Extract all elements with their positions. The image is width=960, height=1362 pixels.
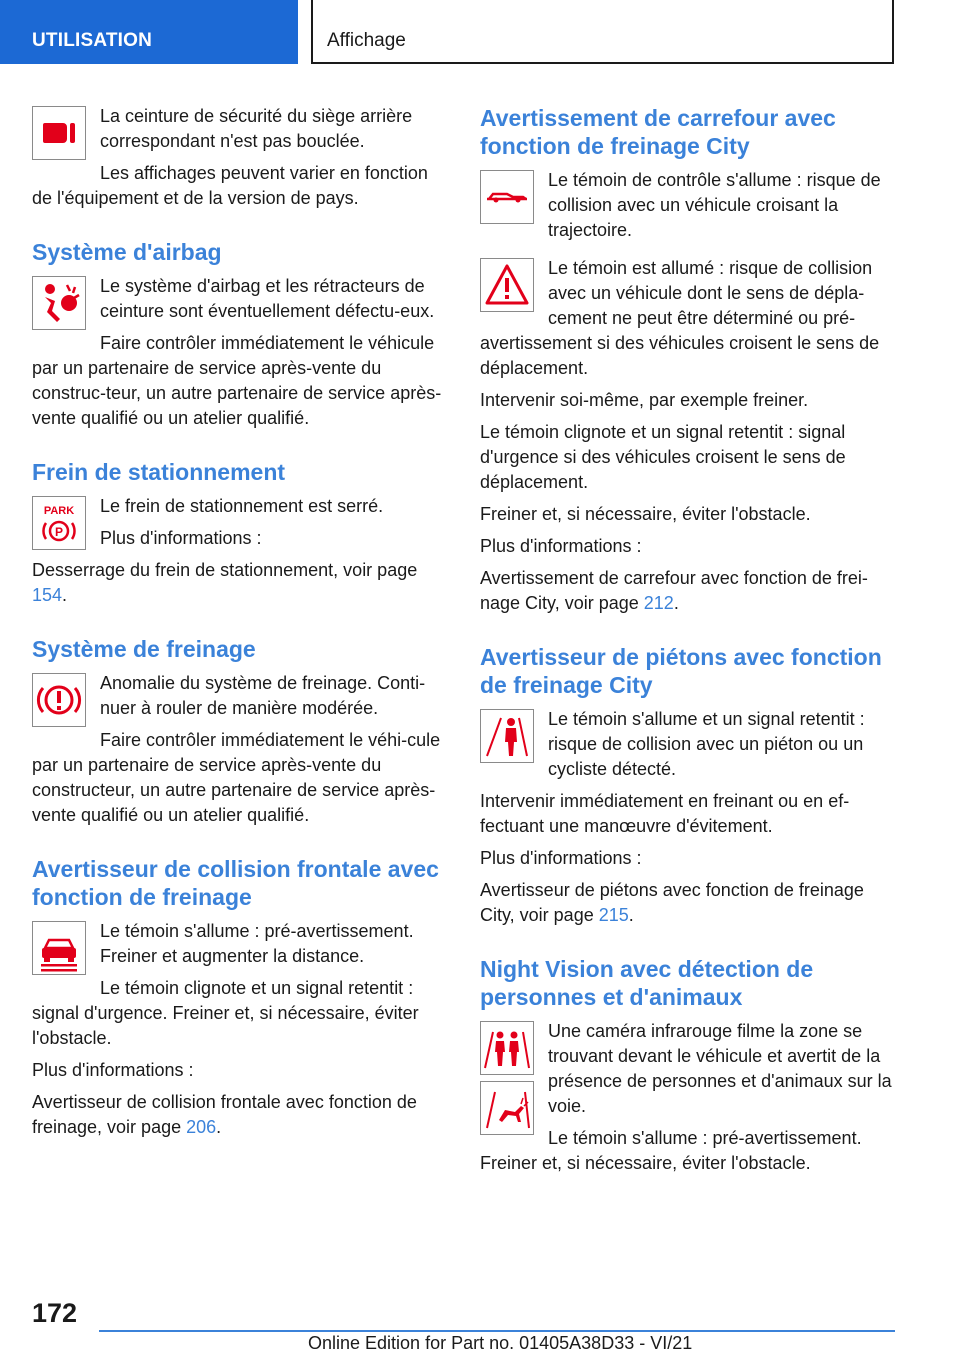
collision-text-3: Plus d'informations : bbox=[32, 1060, 194, 1080]
night-text-1: Une caméra infrarouge filme la zone se trouvant devant le véhicule et avertit de la présence de personnes et d'animaux sur la voie. bbox=[548, 1021, 892, 1116]
seatbelt-text-1: La ceinture de sécurité du siège arrière correspondant n'est pas bouclée. bbox=[100, 106, 413, 151]
footer-rule bbox=[99, 1330, 895, 1332]
header-section-tab bbox=[0, 0, 298, 64]
park-icon-label: PARK bbox=[43, 505, 75, 517]
pedestrian-icon bbox=[480, 709, 534, 763]
brake-text-1: Anomalie du système de freinage. Conti‐nuer à rouler de manière modérée. bbox=[100, 673, 426, 718]
pedestrian-link-end: . bbox=[628, 905, 634, 925]
brake-system-icon bbox=[32, 673, 86, 727]
pedestrian-link-prefix: Avertisseur de piétons avec fonction de freinage City, voir page bbox=[480, 880, 864, 925]
park-heading: Frein de stationnement bbox=[32, 459, 286, 485]
pedestrian-text-4 bbox=[480, 878, 894, 928]
crossing-text-7 bbox=[480, 566, 894, 616]
header-topic: Affichage bbox=[327, 30, 406, 51]
park-link-prefix: Desserrage du frein de stationnement, voir page bbox=[32, 560, 418, 580]
page-number: 172 bbox=[32, 1298, 78, 1328]
collision-text-1: Le témoin s'allume : pré-avertissement. Freiner et augmenter la distance. bbox=[100, 921, 414, 966]
crossing-car-icon bbox=[480, 170, 534, 224]
brake-block bbox=[32, 671, 446, 835]
crossing-heading: Avertissement de carrefour avec fonction de freinage City bbox=[480, 105, 836, 159]
crossing-block-2 bbox=[480, 256, 894, 623]
park-block bbox=[32, 494, 446, 615]
crossing-link-prefix: Avertissement de carrefour avec fonction de frei‐nage City, voir page bbox=[480, 568, 868, 613]
svg-text:P: P bbox=[54, 525, 64, 539]
park-link-end: . bbox=[62, 585, 68, 605]
brake-text-2: Faire contrôler immédiatement le véhi‐cule par un partenaire de service après-vente du constructeur, un autre partenaire de service après-vente qualifié ou un atelier qualifié. bbox=[32, 730, 441, 825]
collision-heading: Avertisseur de collision frontale avec fonction de freinage bbox=[32, 856, 439, 910]
brake-heading: Système de freinage bbox=[32, 636, 256, 662]
collision-text-4 bbox=[32, 1090, 446, 1140]
park-text-2: Plus d'informations : bbox=[100, 528, 262, 548]
collision-link-prefix: Avertisseur de collision frontale avec fonction de freinage, voir page bbox=[32, 1092, 417, 1137]
collision-link-end: . bbox=[216, 1117, 222, 1137]
park-page-link[interactable]: 154 bbox=[32, 585, 63, 605]
crossing-link-end: . bbox=[673, 593, 679, 613]
crossing-page-link[interactable]: 212 bbox=[643, 593, 674, 613]
collision-text-2: Le témoin clignote et un signal retentit : signal d'urgence. Freiner et, si nécessaire, éviter l'obstacle. bbox=[32, 978, 419, 1048]
night-heading: Night Vision avec détection de personnes et d'animaux bbox=[480, 956, 814, 1010]
seatbelt-block bbox=[32, 104, 446, 218]
collision-page-link[interactable]: 206 bbox=[186, 1117, 217, 1137]
crossing-block-1 bbox=[480, 168, 894, 250]
pedestrian-text-1: Le témoin s'allume et un signal retentit : risque de collision avec un piéton ou un cycliste détecté. bbox=[548, 709, 865, 779]
crossing-text-6: Plus d'informations : bbox=[480, 536, 642, 556]
persons-icon bbox=[480, 1021, 534, 1075]
crossing-text-1: Le témoin de contrôle s'allume : risque de collision avec un véhicule croisant la trajectoire. bbox=[548, 170, 881, 240]
header-section: UTILISATION bbox=[32, 30, 153, 51]
airbag-icon bbox=[32, 276, 86, 330]
park-brake-icon bbox=[32, 496, 86, 550]
crossing-text-2: Le témoin est allumé : risque de collision avec un véhicule dont le sens de dépla‐cement ne peut être déterminé ou pré‐avertissement si des véhicules croisent le sens de déplacement. bbox=[480, 258, 880, 378]
airbag-text-2: Faire contrôler immédiatement le véhicule par un partenaire de service après-vente du construc‐teur, un autre partenaire de service après-vente qualifié ou un atelier qualifié. bbox=[32, 333, 442, 428]
seatbelt-rear-icon bbox=[32, 106, 86, 160]
airbag-block bbox=[32, 274, 446, 438]
airbag-heading: Système d'airbag bbox=[32, 239, 222, 265]
night-block bbox=[480, 1019, 894, 1183]
animal-icon bbox=[480, 1081, 534, 1135]
pedestrian-text-2: Intervenir immédiatement en freinant ou en ef‐fectuant une manœuvre d'évitement. bbox=[480, 791, 850, 836]
pedestrian-block bbox=[480, 707, 894, 935]
night-text-2: Le témoin s'allume : pré-avertissement. Freiner et, si nécessaire, éviter l'obstacle. bbox=[480, 1128, 862, 1173]
crossing-text-3: Intervenir soi-même, par exemple freiner. bbox=[480, 390, 809, 410]
left-column bbox=[32, 104, 446, 1147]
footer-edition: Online Edition for Part no. 01405A38D33 - VI/21 bbox=[308, 1333, 693, 1353]
warning-triangle-icon bbox=[480, 258, 534, 312]
seatbelt-text-2: Les affichages peuvent varier en fonction de l'équipement et de la version de pays. bbox=[32, 163, 428, 208]
collision-block bbox=[32, 919, 446, 1147]
right-column bbox=[480, 104, 894, 1183]
front-collision-icon bbox=[32, 921, 86, 975]
header-topic-box bbox=[311, 0, 894, 64]
park-text-3 bbox=[32, 558, 446, 608]
pedestrian-page-link[interactable]: 215 bbox=[598, 905, 629, 925]
pedestrian-text-3: Plus d'informations : bbox=[480, 848, 642, 868]
crossing-text-4: Le témoin clignote et un signal retentit : signal d'urgence si des véhicules croisent le sens de déplacement. bbox=[480, 422, 846, 492]
airbag-text-1: Le système d'airbag et les rétracteurs de ceinture sont éventuellement défectu‐eux. bbox=[100, 276, 435, 321]
crossing-text-5: Freiner et, si nécessaire, éviter l'obstacle. bbox=[480, 504, 811, 524]
pedestrian-heading: Avertisseur de piétons avec fonction de freinage City bbox=[480, 644, 882, 698]
park-text-1: Le frein de stationnement est serré. bbox=[100, 496, 384, 516]
